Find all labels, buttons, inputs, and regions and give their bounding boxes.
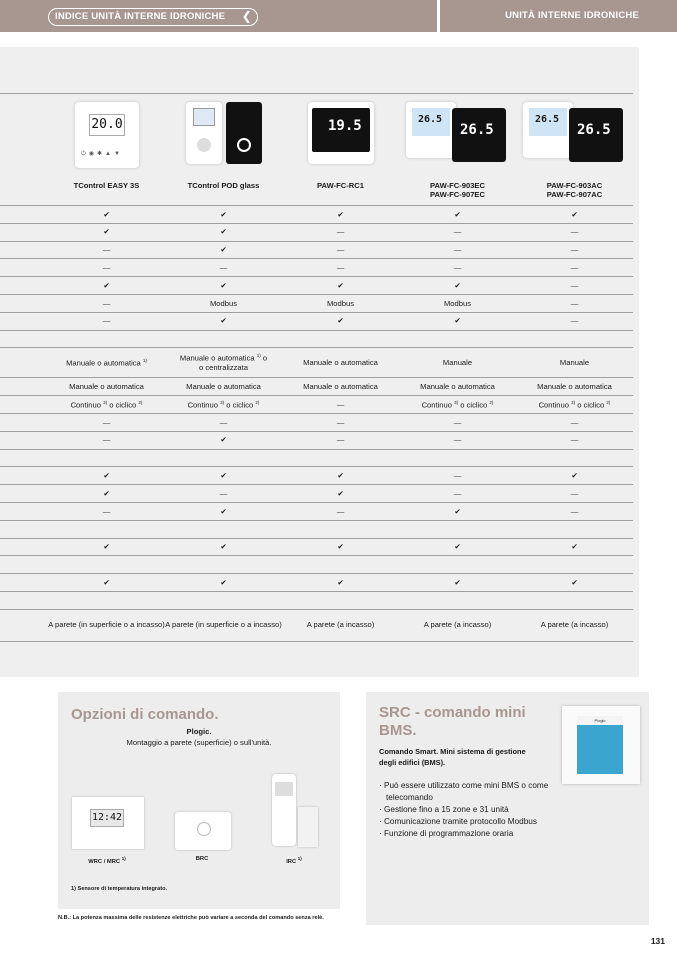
903ec-black-display: 26.5 (460, 122, 494, 138)
dash: — (336, 417, 345, 427)
check-icon: ✔ (220, 542, 227, 552)
dash: — (570, 488, 579, 498)
fan-mode-cell: Continuo $^{3)}$ o ciclico $^{2)}$ (421, 399, 494, 410)
dash: — (570, 435, 579, 445)
table-row (0, 573, 633, 591)
check-icon: ✔ (103, 280, 110, 290)
dash: — (336, 506, 345, 516)
src-title: SRC - comando mini BMS. (379, 704, 526, 739)
dash: — (453, 245, 462, 255)
check-icon: ✔ (220, 209, 227, 219)
dash: — (570, 245, 579, 255)
dash: — (336, 227, 345, 237)
list-item: · Gestione fino a 15 zone e 31 unità (379, 805, 509, 814)
dash: — (102, 435, 111, 445)
irc-holder-image (298, 807, 318, 847)
modbus-text: Modbus (443, 298, 472, 308)
dash: — (453, 417, 462, 427)
comparison-panel (0, 47, 639, 677)
903ac-white-display: 26.5 (535, 114, 560, 125)
table-row-blank (0, 449, 633, 467)
mode-cell: Manuale o automatica $^{1)}$ o o centralizzata (179, 353, 268, 373)
fan-mode-cell: Continuo $^{3)}$ o ciclico $^{2)}$ (187, 399, 260, 410)
dash: — (336, 245, 345, 255)
src-box (366, 692, 649, 925)
modbus-text: Modbus (209, 298, 238, 308)
table-row (0, 413, 633, 431)
dash: — (102, 263, 111, 273)
dash: — (453, 263, 462, 273)
dash: — (102, 506, 111, 516)
header-bar (0, 0, 677, 32)
mode-cell: Manuale o automatica $^{1)}$ (66, 357, 147, 368)
nb-note: N.B.: La potenza massima delle resistenze elettriche può variare a seconda del comando senza relè. (58, 915, 324, 921)
check-icon: ✔ (337, 471, 344, 481)
table-row (0, 502, 633, 520)
check-icon: ✔ (220, 577, 227, 587)
table-row (0, 538, 633, 556)
plogic-heading: Plogic. (186, 727, 212, 736)
mounting-cell: A parete (a incasso) (306, 620, 375, 630)
page-number: 131 (650, 936, 665, 946)
header-divider (437, 0, 440, 32)
dash: — (219, 488, 228, 498)
mode-cell: Manuale o automatica (303, 358, 378, 368)
product-image-rc1 (308, 102, 374, 164)
dash: — (102, 245, 111, 255)
903ac-black-display: 26.5 (577, 122, 611, 138)
table-row-blank (0, 330, 633, 348)
irc-device-image (272, 774, 296, 846)
wrc-device-image (72, 797, 144, 849)
table-row (0, 241, 633, 259)
list-item: · Può essere utilizzato come mini BMS o come telecomando (379, 781, 549, 802)
col-header-903ac: PAW-FC-903AC PAW-FC-907AC (546, 181, 603, 200)
table-bottom-rule (0, 641, 633, 642)
src-screen-header: Plogic (577, 716, 623, 725)
table-row-blank (0, 520, 633, 538)
check-icon: ✔ (337, 209, 344, 219)
check-icon: ✔ (454, 542, 461, 552)
column-header-row (0, 181, 633, 205)
comparison-table (0, 93, 633, 642)
check-icon: ✔ (220, 506, 227, 516)
dash: — (453, 435, 462, 445)
dash: — (102, 298, 111, 308)
table-row (0, 484, 633, 502)
dash: — (570, 263, 579, 273)
check-icon: ✔ (220, 280, 227, 290)
check-icon: ✔ (103, 209, 110, 219)
check-icon: ✔ (571, 542, 578, 552)
command-options-title: Opzioni di comando. (71, 706, 219, 723)
mode-cell: Manuale (559, 358, 590, 368)
mode-cell: Manuale o automatica (303, 382, 378, 392)
table-row (0, 312, 633, 330)
check-icon: ✔ (220, 435, 227, 445)
check-icon: ✔ (454, 506, 461, 516)
mounting-cell: A parete (a incasso) (540, 620, 609, 630)
product-image-903ac-white (523, 102, 573, 158)
check-icon: ✔ (454, 577, 461, 587)
easy3s-display: 20.0 (89, 114, 125, 136)
col-header-easy3s: TControl EASY 3S (73, 181, 140, 190)
table-row (0, 258, 633, 276)
table-row (0, 609, 633, 641)
product-image-903ec-white (406, 102, 456, 158)
check-icon: ✔ (454, 280, 461, 290)
brc-device-image (175, 812, 231, 850)
modbus-text: Modbus (326, 298, 355, 308)
check-icon: ✔ (220, 245, 227, 255)
dash: — (219, 263, 228, 273)
rc1-display: 19.5 (328, 118, 362, 134)
dash: — (570, 417, 579, 427)
check-icon: ✔ (103, 471, 110, 481)
check-icon: ✔ (337, 280, 344, 290)
product-image-easy3s (75, 102, 139, 168)
dash: — (336, 399, 345, 409)
index-link-label: INDICE UNITÀ INTERNE IDRONICHE (55, 11, 226, 22)
section-title: UNITÀ INTERNE IDRONICHE (505, 10, 639, 21)
dash: — (102, 417, 111, 427)
table-row (0, 276, 633, 294)
mounting-cell: A parete (in superficie o a incasso) (48, 620, 165, 630)
dash: — (336, 263, 345, 273)
dash: — (453, 227, 462, 237)
table-row (0, 223, 633, 241)
check-icon: ✔ (454, 316, 461, 326)
check-icon: ✔ (220, 471, 227, 481)
src-feature-list (379, 780, 579, 840)
col-header-rc1: PAW-FC-RC1 (317, 181, 364, 190)
check-icon: ✔ (571, 471, 578, 481)
col-header-pod: TControl POD glass (187, 181, 260, 190)
easy3s-buttons: ⏻◉✱▲▼ (81, 151, 123, 157)
wrc-display: 12:42 (90, 809, 124, 827)
index-link[interactable] (48, 8, 258, 26)
table-row (0, 431, 633, 449)
check-icon: ✔ (103, 488, 110, 498)
brc-label: BRC (195, 856, 209, 862)
product-images-row (0, 93, 633, 181)
table-row (0, 205, 633, 223)
check-icon: ✔ (571, 209, 578, 219)
chevron-left-icon: ❮ (241, 9, 252, 23)
product-image-pod-white (186, 102, 222, 164)
src-device-image (562, 706, 640, 784)
check-icon: ✔ (220, 227, 227, 237)
dash: — (453, 471, 462, 481)
product-image-pod-black (226, 102, 262, 164)
fan-mode-cell: Continuo $^{3)}$ o ciclico $^{2)}$ (538, 399, 611, 410)
dash: — (570, 227, 579, 237)
check-icon: ✔ (337, 488, 344, 498)
table-row (0, 294, 633, 312)
wrc-label: WRC / MRC $^{1)}$ (88, 856, 126, 865)
mode-cell: Manuale o automatica (420, 382, 495, 392)
irc-label: IRC $^{1)}$ (286, 856, 302, 865)
check-icon: ✔ (103, 542, 110, 552)
dash: — (570, 316, 579, 326)
table-row (0, 395, 633, 413)
check-icon: ✔ (337, 577, 344, 587)
table-row (0, 347, 633, 377)
list-item: · Comunicazione tramite protocollo Modbus (379, 817, 537, 826)
src-subtitle: Comando Smart. Mini sistema di gestione degli edifici (BMS). (379, 747, 526, 767)
mounting-cell: A parete (a incasso) (423, 620, 492, 630)
check-icon: ✔ (571, 577, 578, 587)
dash: — (219, 417, 228, 427)
table-row (0, 377, 633, 395)
footnote: 1) Sensore di temperatura integrato. (71, 886, 168, 892)
check-icon: ✔ (337, 542, 344, 552)
check-icon: ✔ (337, 316, 344, 326)
plogic-description: Montaggio a parete (superficie) o sull'unità. (126, 738, 272, 747)
fan-mode-cell: Continuo $^{3)}$ o ciclico $^{2)}$ (70, 399, 143, 410)
check-icon: ✔ (103, 227, 110, 237)
dash: — (570, 506, 579, 516)
dash: — (453, 488, 462, 498)
dash: — (102, 316, 111, 326)
mode-cell: Manuale o automatica (69, 382, 144, 392)
check-icon: ✔ (220, 316, 227, 326)
product-image-903ec-black (452, 108, 506, 162)
903ec-white-display: 26.5 (418, 114, 443, 125)
dash: — (570, 280, 579, 290)
col-header-903ec: PAW-FC-903EC PAW-FC-907EC (430, 181, 485, 200)
dash: — (570, 298, 579, 308)
table-row-blank (0, 555, 633, 573)
command-options-box (58, 692, 340, 909)
check-icon: ✔ (103, 577, 110, 587)
table-row-blank (0, 591, 633, 609)
table-row (0, 466, 633, 484)
mounting-cell: A parete (in superficie o a incasso) (165, 620, 282, 630)
mode-cell: Manuale o automatica (537, 382, 612, 392)
list-item: · Funzione di programmazione oraria (379, 829, 514, 838)
mode-cell: Manuale (442, 358, 473, 368)
dash: — (336, 435, 345, 445)
check-icon: ✔ (454, 209, 461, 219)
mode-cell: Manuale o automatica (186, 382, 261, 392)
product-image-903ac-black (569, 108, 623, 162)
